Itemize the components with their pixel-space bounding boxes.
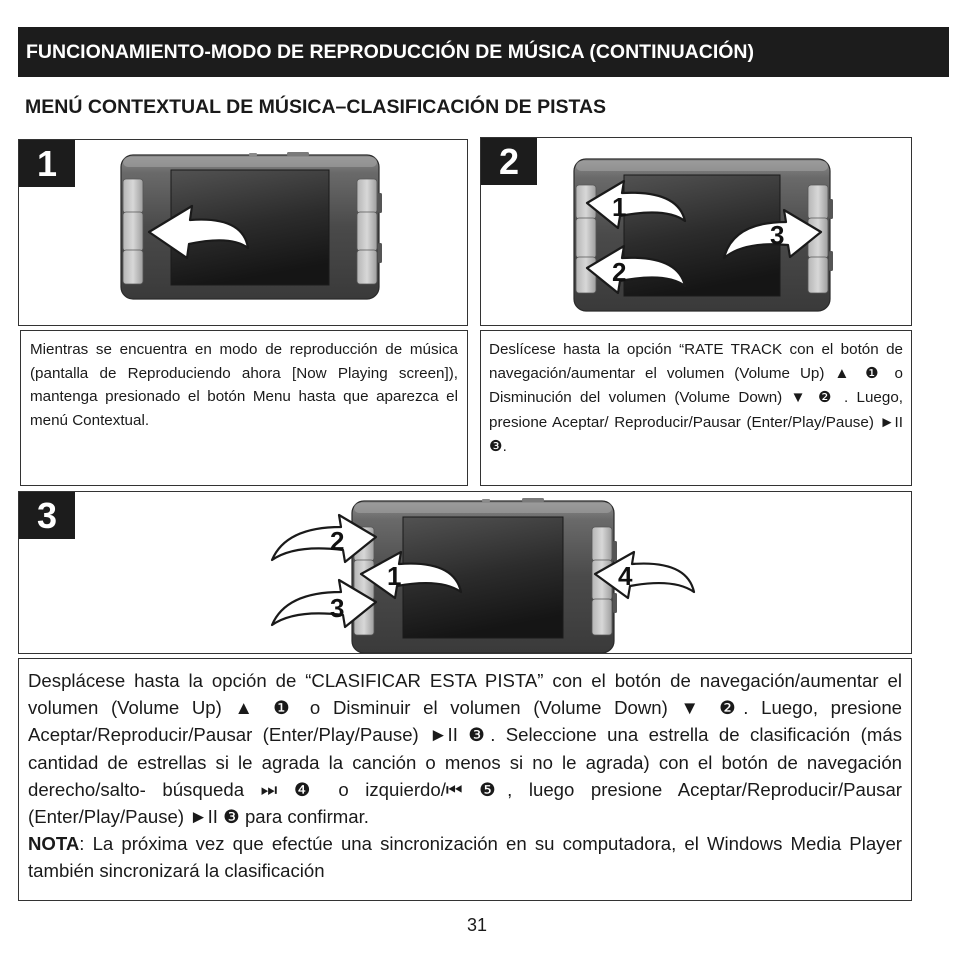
page-header <box>18 27 949 77</box>
step-2-number: 2 <box>481 138 537 185</box>
step-2-device-illustration <box>481 138 912 326</box>
page-number: 31 <box>466 915 488 935</box>
callout-3: 3 <box>770 220 785 250</box>
callout-4: 4 <box>618 561 633 591</box>
note-label: NOTA <box>28 833 80 855</box>
callout-2: 2 <box>612 257 627 287</box>
note-text: : La próxima vez que efectúe una sincronización en su computadora, el Windows Media Player también sincronizará la clasificación <box>28 833 902 882</box>
callout-1: 1 <box>387 561 402 591</box>
header-title: FUNCIONAMIENTO-MODO DE REPRODUCCIÓN DE MÚSICA (CONTINUACIÓN) <box>26 41 754 63</box>
step-3-instructions: Desplácese hasta la opción de “CLASIFICAR ESTA PISTA” con el botón de navegación/aumentar el volumen (Volume Up) ▲ ❶ o Disminuir el volumen (Volume Down) ▼ ❷. Luego, presione Aceptar/Reproducir/Pausar (Enter/Play/Pause) ►II ❸. Seleccione una estrella de clasificación (más cantidad de estrellas si le agrada la canción o menos si no le agrada) con el botón de navegación derecho/salto- búsqueda ⏭ ❹ o izquierdo/⏮ ❺, luego presione Aceptar/Reproducir/Pausar (Enter/Play/Pause) ►II ❸ para confirmar. <box>28 670 902 828</box>
step-1-number: 1 <box>19 140 75 187</box>
callout-1: 1 <box>612 192 627 222</box>
step-1-image-panel <box>18 139 468 326</box>
step-1-text-box <box>20 330 468 486</box>
step-3-number: 3 <box>19 492 75 539</box>
step-2-image-panel <box>480 137 912 326</box>
step-2-instructions: Deslícese hasta la opción “RATE TRACK con el botón de navegación/aumentar el volumen (Volume Up) ▲ ❶ o Disminución del volumen (Volume Down) ▼ ❷ . Luego, presione Aceptar/ Reproducir/Pausar (Enter/Play/Pause) ►II ❸. <box>489 341 903 455</box>
step-3-device-illustration <box>19 492 912 654</box>
callout-2: 2 <box>330 526 345 556</box>
step-1-device-illustration <box>19 140 468 326</box>
right-buttons <box>357 179 377 284</box>
callout-3: 3 <box>330 593 345 623</box>
step-1-instructions: Mientras se encuentra en modo de reproducción de música (pantalla de Reproduciendo ahora [Now Playing screen]), mantenga presionado el botón Menu hasta que aparezca el menú Contextual. <box>30 341 458 429</box>
section-subtitle: MENÚ CONTEXTUAL DE MÚSICA–CLASIFICACIÓN DE PISTAS <box>25 96 607 118</box>
step-3-instructions-wrapper <box>28 667 902 885</box>
step-2-text-box <box>480 330 912 486</box>
step-3-text-box <box>18 658 912 901</box>
left-buttons <box>123 179 143 284</box>
step-3-image-panel <box>18 491 912 654</box>
